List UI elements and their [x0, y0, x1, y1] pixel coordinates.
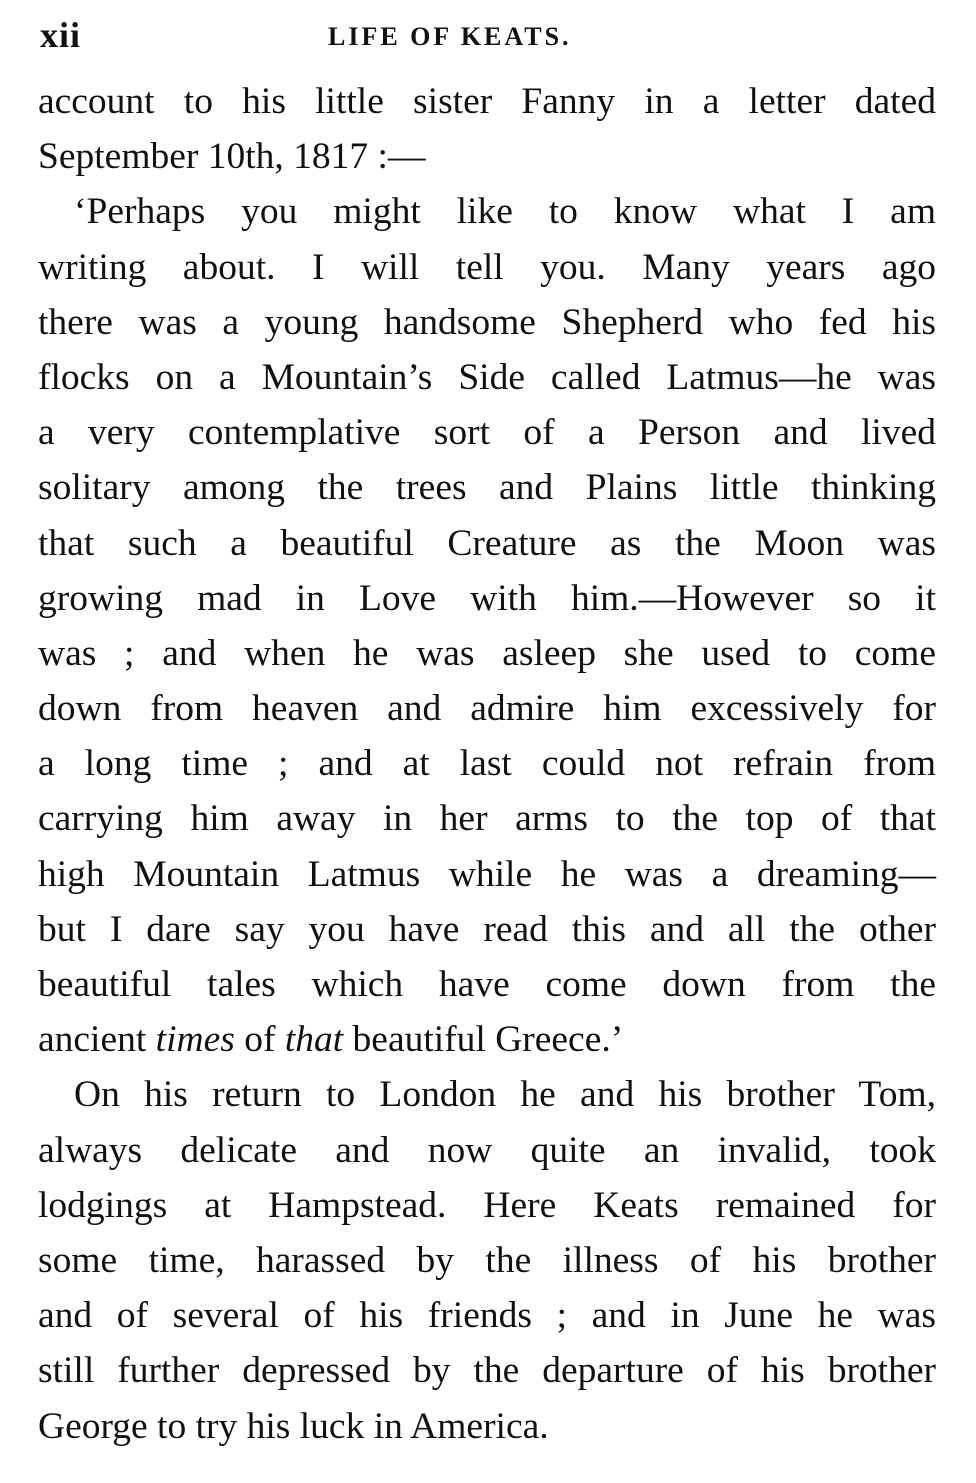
book-page	[38, 10, 936, 1454]
text-line-with-italics	[38, 1012, 936, 1067]
running-title: LIFE OF KEATS.	[328, 22, 572, 51]
text-line: some time, harassed by the illness of his brother	[38, 1239, 936, 1281]
text-line: beautiful tales which have come down from the	[38, 964, 936, 1005]
text-run: of	[234, 1019, 285, 1061]
text-line: still further depressed by the departure of his brother	[38, 1350, 936, 1392]
text-line: a long time ; and at last could not refrain from	[38, 743, 936, 785]
text-line: that such a beautiful Creature as the Moon was	[38, 522, 936, 564]
paragraph-2-letter-quote	[38, 184, 936, 1067]
text-line: down from heaven and admire him excessively for	[38, 688, 936, 730]
text-line: always delicate and now quite an invalid, took	[38, 1129, 936, 1171]
text-line: lodgings at Hampstead. Here Keats remained for	[38, 1184, 936, 1226]
text-line: a very contemplative sort of a Person and lived	[38, 412, 936, 454]
text-line: On his return to London he and his brother Tom,	[74, 1074, 936, 1116]
text-line: writing about. I will tell you. Many years ago	[38, 246, 936, 288]
text-line: high Mountain Latmus while he was a dreaming—	[38, 853, 936, 895]
text-line: and of several of his friends ; and in June he was	[38, 1295, 936, 1337]
paragraph-1	[38, 74, 936, 184]
text-line: ‘Perhaps you might like to know what I am	[74, 191, 936, 233]
italic-run: that	[284, 1019, 344, 1061]
text-line: flocks on a Mountain’s Side called Latmus—he was	[38, 356, 936, 398]
running-header	[38, 10, 936, 74]
text-line: was ; and when he was asleep she used to come	[38, 632, 936, 674]
text-line: George to try his luck in America.	[38, 1405, 549, 1447]
text-line: but I dare say you have read this and all the other	[38, 908, 936, 950]
text-line: growing mad in Love with him.—However so it	[38, 577, 936, 619]
italic-run: times	[155, 1019, 235, 1061]
text-line: account to his little sister Fanny in a letter dated	[38, 81, 936, 122]
text-line: there was a young handsome Shepherd who fed his	[38, 301, 936, 343]
text-run: beautiful Greece.’	[343, 1019, 624, 1061]
page-number: xii	[40, 15, 82, 55]
body-text	[38, 74, 936, 1454]
text-line: carrying him away in her arms to the top of that	[38, 798, 936, 840]
paragraph-3	[38, 1067, 936, 1453]
text-line: September 10th, 1817 :—	[38, 136, 426, 178]
text-line: solitary among the trees and Plains little thinking	[38, 467, 936, 509]
text-run: ancient	[38, 1019, 156, 1061]
